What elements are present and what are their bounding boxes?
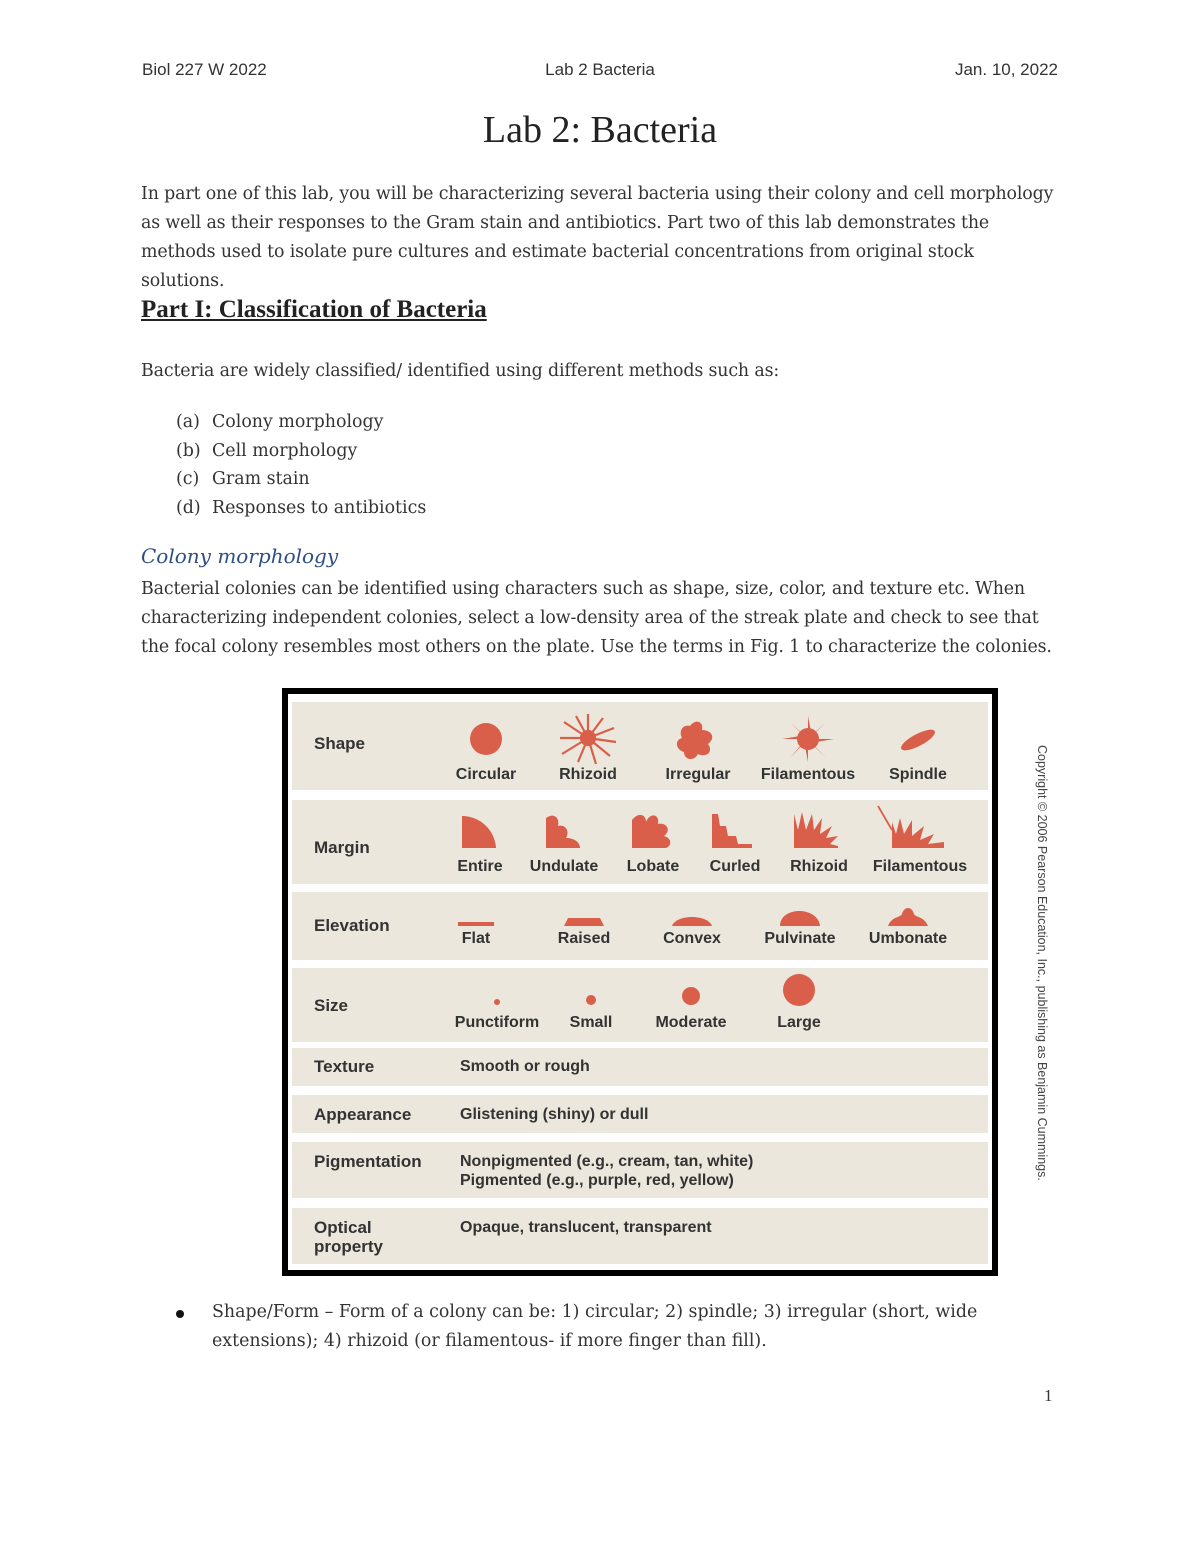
pigmentation-line: Nonpigmented (e.g., cream, tan, white) [460, 1153, 754, 1170]
part1-heading: Part I: Classification of Bacteria [141, 296, 487, 323]
colony-paragraph: Bacterial colonies can be identified using characters such as shape, size, color, and texture etc. When characterizing independent colonies, select a low-density area of the streak plate and check to see that the focal colony resembles most others on the plate. Use the terms in Fig. 1 to characterize the colonies. [141, 579, 1052, 657]
size-label: Large [777, 1014, 821, 1031]
figure-panel [288, 694, 992, 1270]
margin-label: Lobate [626, 858, 680, 875]
header-course: Biol 227 W 2022 [142, 60, 267, 79]
row-pigmentation [292, 1142, 988, 1198]
rhizoid-shape-icon [560, 714, 616, 764]
list-marker: (c) [176, 469, 200, 489]
header-date: Jan. 10, 2022 [954, 60, 1058, 79]
moderate-size-icon [682, 987, 700, 1005]
row-label: Shape [314, 734, 366, 753]
list-marker: (b) [176, 440, 201, 461]
list-marker: (a) [176, 412, 200, 432]
flat-elevation-icon [458, 922, 494, 926]
pigmentation-values [460, 1152, 753, 1190]
methods-list [176, 408, 426, 522]
size-label: Small [569, 1014, 613, 1031]
row-appearance [292, 1095, 988, 1133]
spindle-shape-icon [898, 726, 937, 754]
list-item [176, 494, 426, 523]
bullet-icon [176, 1310, 184, 1318]
filamentous-shape-icon [782, 716, 834, 762]
size-label: Punctiform [454, 1014, 540, 1031]
row-label: Appearance [314, 1105, 412, 1124]
row-label: Pigmentation [314, 1152, 422, 1171]
margin-label: Curled [709, 858, 761, 875]
row-size [292, 968, 988, 1042]
curled-margin-icon [712, 814, 752, 848]
row-elevation [292, 892, 988, 960]
row-label [314, 1218, 383, 1256]
elevation-label: Umbonate [868, 930, 948, 947]
row-label: Margin [314, 838, 370, 857]
large-size-icon [783, 974, 815, 1006]
texture-values: Smooth or rough [460, 1058, 590, 1075]
shape-icons [292, 702, 988, 790]
undulate-margin-icon [546, 816, 580, 848]
row-texture [292, 1048, 988, 1086]
small-size-icon [586, 995, 596, 1005]
list-item [176, 408, 426, 437]
size-label: Moderate [655, 1014, 727, 1031]
list-text: Responses to antibiotics [212, 497, 427, 518]
elevation-icons [292, 892, 988, 960]
list-item [176, 465, 426, 494]
margin-label: Entire [457, 858, 503, 875]
page-header [142, 58, 1058, 80]
row-label: Elevation [314, 916, 390, 935]
entire-margin-icon [462, 816, 496, 848]
list-text: Gram stain [212, 469, 310, 489]
elevation-label: Pulvinate [764, 930, 836, 947]
methods-intro: Bacteria are widely classified/ identified using different methods such as: [141, 361, 780, 381]
appearance-values: Glistening (shiny) or dull [460, 1106, 649, 1123]
margin-label: Filamentous [872, 858, 968, 875]
elevation-label: Convex [663, 930, 721, 947]
list-text: Colony morphology [212, 412, 384, 432]
intro-paragraph: In part one of this lab, you will be characterizing several bacteria using their colony and cell morphology as well as their responses to the Gram stain and antibiotics. Part two of this lab demonstrates the methods used to isolate pure cultures and estimate bacterial concentrations from original stock solutions. [141, 184, 1054, 291]
shape-label: Irregular [665, 766, 731, 783]
elevation-label: Flat [461, 930, 491, 947]
list-item [176, 437, 426, 466]
header-lab: Lab 2 Bacteria [545, 60, 655, 79]
bullet-item [176, 1298, 1056, 1356]
punctiform-size-icon [494, 999, 500, 1005]
umbonate-elevation-icon [888, 908, 928, 926]
elevation-label: Raised [557, 930, 611, 947]
raised-elevation-icon [564, 918, 604, 926]
lobate-margin-icon [632, 815, 670, 848]
shape-label: Spindle [889, 766, 947, 783]
bullet-text: Shape/Form – Form of a colony can be: 1) circular; 2) spindle; 3) irregular (short, wide extensions); 4) rhizoid (or filamentous- if more finger than fill). [212, 1302, 978, 1351]
row-label: Texture [314, 1057, 375, 1076]
irregular-shape-icon [677, 722, 712, 759]
row-optical-property [292, 1208, 988, 1264]
row-label-line: Optical [314, 1218, 372, 1237]
shape-label: Circular [455, 766, 517, 783]
pigmentation-line: Pigmented (e.g., purple, red, yellow) [460, 1172, 734, 1189]
row-label: Size [314, 996, 349, 1015]
shape-label: Filamentous [760, 766, 856, 783]
colony-morphology-figure [282, 688, 998, 1276]
size-icons [292, 968, 988, 1042]
margin-label: Rhizoid [790, 858, 848, 875]
row-shape [292, 702, 988, 790]
row-label-line: property [314, 1237, 383, 1256]
circular-shape-icon [470, 723, 502, 755]
shape-label: Rhizoid [559, 766, 617, 783]
convex-elevation-icon [672, 917, 712, 926]
page-number: 1 [1044, 1386, 1053, 1405]
list-text: Cell morphology [212, 440, 358, 461]
optical-values: Opaque, translucent, transparent [460, 1219, 712, 1236]
pulvinate-elevation-icon [780, 911, 820, 926]
figure-copyright [1032, 745, 1052, 1207]
page-title: Lab 2: Bacteria [482, 109, 718, 151]
rhizoid-margin-icon [794, 812, 838, 848]
colony-morphology-heading: Colony morphology [141, 544, 339, 568]
filamentous-margin-icon [878, 806, 944, 848]
list-marker: (d) [176, 497, 201, 518]
copyright-text: Copyright © 2006 Pearson Education, Inc., publishing as Benjamin Cummings. [1035, 745, 1049, 1181]
margin-label: Undulate [529, 858, 599, 875]
row-margin [292, 800, 988, 884]
